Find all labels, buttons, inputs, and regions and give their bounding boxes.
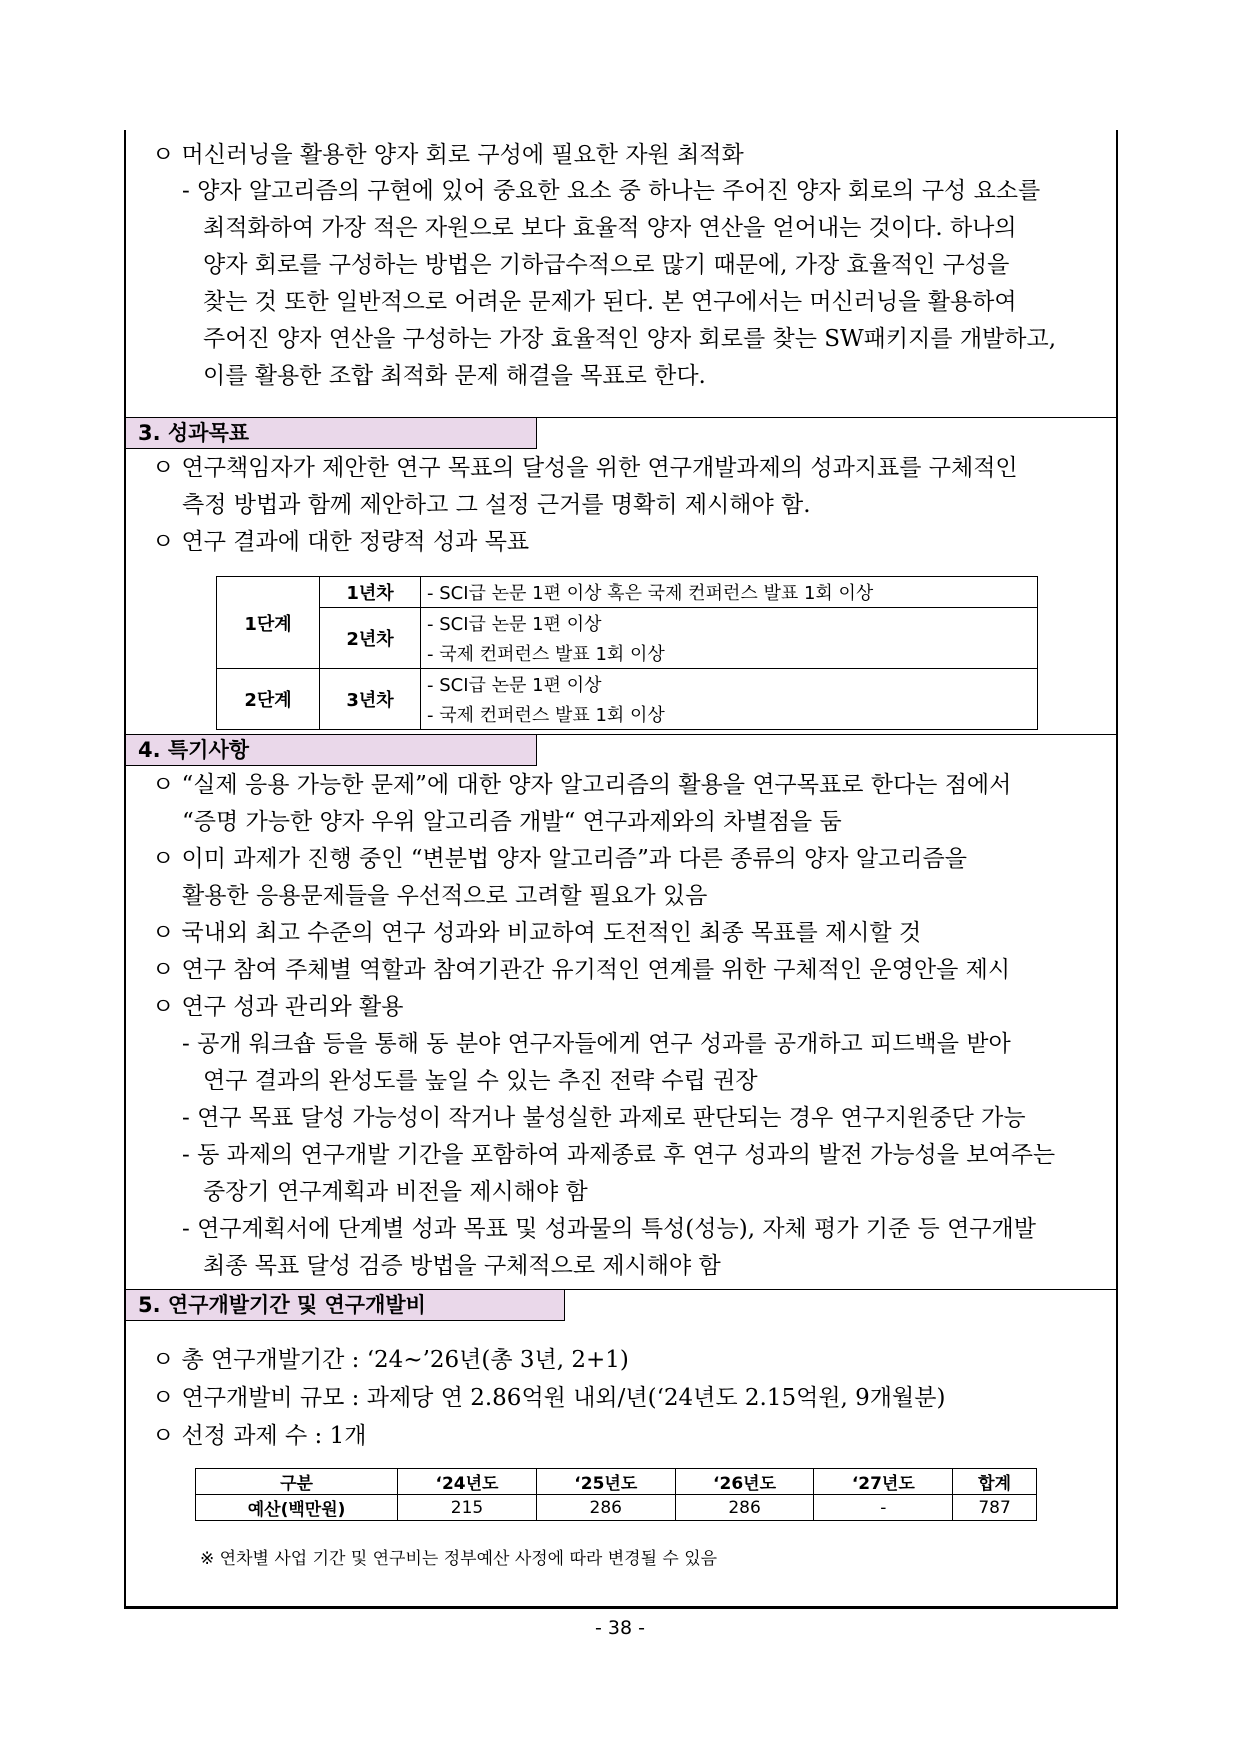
- budget-header-cell: ‘27년도: [814, 1469, 953, 1495]
- section2-line: 찾는 것 또한 일반적으로 어려운 문제가 된다. 본 연구에서는 머신러닝을 활용하여: [203, 289, 1017, 315]
- budget-value-cell: 215: [398, 1495, 537, 1521]
- budget-value-cell: 286: [536, 1495, 675, 1521]
- section4-line: 최종 목표 달성 검증 방법을 구체적으로 제시해야 함: [203, 1253, 721, 1279]
- budget-value-cell: 787: [953, 1495, 1037, 1521]
- budget-table: [195, 1468, 1037, 1521]
- section3-line: 측정 방법과 함께 제안하고 그 설정 근거를 명확히 제시해야 함.: [182, 492, 811, 518]
- budget-value-cell: -: [814, 1495, 953, 1521]
- budget-header-cell: ‘26년도: [675, 1469, 814, 1495]
- section4-line: ㅇ 연구 성과 관리와 활용: [152, 994, 404, 1020]
- section4-line: 중장기 연구계획과 비전을 제시해야 함: [203, 1179, 588, 1205]
- section3-line: ㅇ 연구책임자가 제안한 연구 목표의 달성을 위한 연구개발과제의 성과지표를 구체적인: [152, 455, 1018, 481]
- section4-line: ㅇ 연구 참여 주체별 역할과 참여기관간 유기적인 연계를 위한 구체적인 운영안을 제시: [152, 957, 1011, 983]
- section2-line: 양자 회로를 구성하는 방법은 기하급수적으로 많기 때문에, 가장 효율적인 구성을: [203, 252, 1010, 278]
- stage-cell: 2단계: [217, 669, 320, 730]
- goal-cell: - SCI급 논문 1편 이상: [421, 608, 1038, 639]
- section4-line: - 공개 워크숍 등을 통해 동 분야 연구자들에게 연구 성과를 공개하고 피드백을 받아: [182, 1031, 1011, 1057]
- document-frame: [124, 130, 1118, 1609]
- section2-line: - 양자 알고리즘의 구현에 있어 중요한 요소 중 하나는 주어진 양자 회로의 구성 요소를: [182, 178, 1041, 204]
- budget-note: ※ 연차별 사업 기간 및 연구비는 정부예산 사정에 따라 변경될 수 있음: [200, 1549, 718, 1569]
- year-cell: 3년차: [320, 669, 421, 730]
- section4-line: 활용한 응용문제들을 우선적으로 고려할 필요가 있음: [182, 883, 708, 909]
- stage-cell: 1단계: [217, 577, 320, 669]
- section4-line: 연구 결과의 완성도를 높일 수 있는 추진 전략 수립 권장: [203, 1068, 758, 1094]
- section5-line: ㅇ 선정 과제 수 : 1개: [152, 1423, 367, 1449]
- budget-header-cell: ‘24년도: [398, 1469, 537, 1495]
- budget-header-cell: ‘25년도: [536, 1469, 675, 1495]
- goal-cell: - 국제 컨퍼런스 발표 1회 이상: [421, 638, 1038, 669]
- section5-line: ㅇ 연구개발비 규모 : 과제당 연 2.86억원 내외/년(‘24년도 2.15억원, 9개월분): [152, 1385, 946, 1411]
- section4-line: ㅇ 국내외 최고 수준의 연구 성과와 비교하여 도전적인 최종 목표를 제시할 것: [152, 920, 922, 946]
- section5-header: 5. 연구개발기간 및 연구개발비: [126, 1289, 565, 1321]
- section3-header: 3. 성과목표: [126, 417, 537, 449]
- year-cell: 1년차: [320, 577, 421, 608]
- section4-header: 4. 특기사항: [126, 734, 537, 766]
- budget-header-cell: 합계: [953, 1469, 1037, 1495]
- section4-line: - 동 과제의 연구개발 기간을 포함하여 과제종료 후 연구 성과의 발전 가능성을 보여주는: [182, 1142, 1056, 1168]
- section2-line: 최적화하여 가장 적은 자원으로 보다 효율적 양자 연산을 얻어내는 것이다. 하나의: [203, 215, 1017, 241]
- section3-line: ㅇ 연구 결과에 대한 정량적 성과 목표: [152, 529, 530, 555]
- goal-cell: - 국제 컨퍼런스 발표 1회 이상: [421, 699, 1038, 730]
- year-cell: 2년차: [320, 608, 421, 669]
- section4-line: - 연구계획서에 단계별 성과 목표 및 성과물의 특성(성능), 자체 평가 기준 등 연구개발: [182, 1216, 1036, 1242]
- budget-value-cell: 286: [675, 1495, 814, 1521]
- section5-line: ㅇ 총 연구개발기간 : ‘24~’26년(총 3년, 2+1): [152, 1347, 629, 1373]
- section4-line: - 연구 목표 달성 가능성이 작거나 불성실한 과제로 판단되는 경우 연구지원중단 가능: [182, 1105, 1026, 1131]
- section2-line: 이를 활용한 조합 최적화 문제 해결을 목표로 한다.: [203, 363, 706, 389]
- section4-line: “증명 가능한 양자 우위 알고리즘 개발“ 연구과제와의 차별점을 둠: [182, 809, 842, 835]
- budget-row-label: 예산(백만원): [196, 1495, 398, 1521]
- section2-line: 주어진 양자 연산을 구성하는 가장 효율적인 양자 회로를 찾는 SW패키지를 개발하고,: [203, 326, 1057, 352]
- section4-line: ㅇ 이미 과제가 진행 중인 “변분법 양자 알고리즘”과 다른 종류의 양자 알고리즘을: [152, 846, 967, 872]
- section4-line: ㅇ “실제 응용 가능한 문제”에 대한 양자 알고리즘의 활용을 연구목표로 한다는 점에서: [152, 772, 1012, 798]
- section2-item: ㅇ 머신러닝을 활용한 양자 회로 구성에 필요한 자원 최적화: [152, 142, 744, 168]
- budget-header-cell: 구분: [196, 1469, 398, 1495]
- goal-cell: - SCI급 논문 1편 이상: [421, 669, 1038, 700]
- goal-cell: - SCI급 논문 1편 이상 혹은 국제 컨퍼런스 발표 1회 이상: [421, 577, 1038, 608]
- page-number: - 38 -: [595, 1617, 645, 1639]
- performance-goal-table: [216, 576, 1038, 730]
